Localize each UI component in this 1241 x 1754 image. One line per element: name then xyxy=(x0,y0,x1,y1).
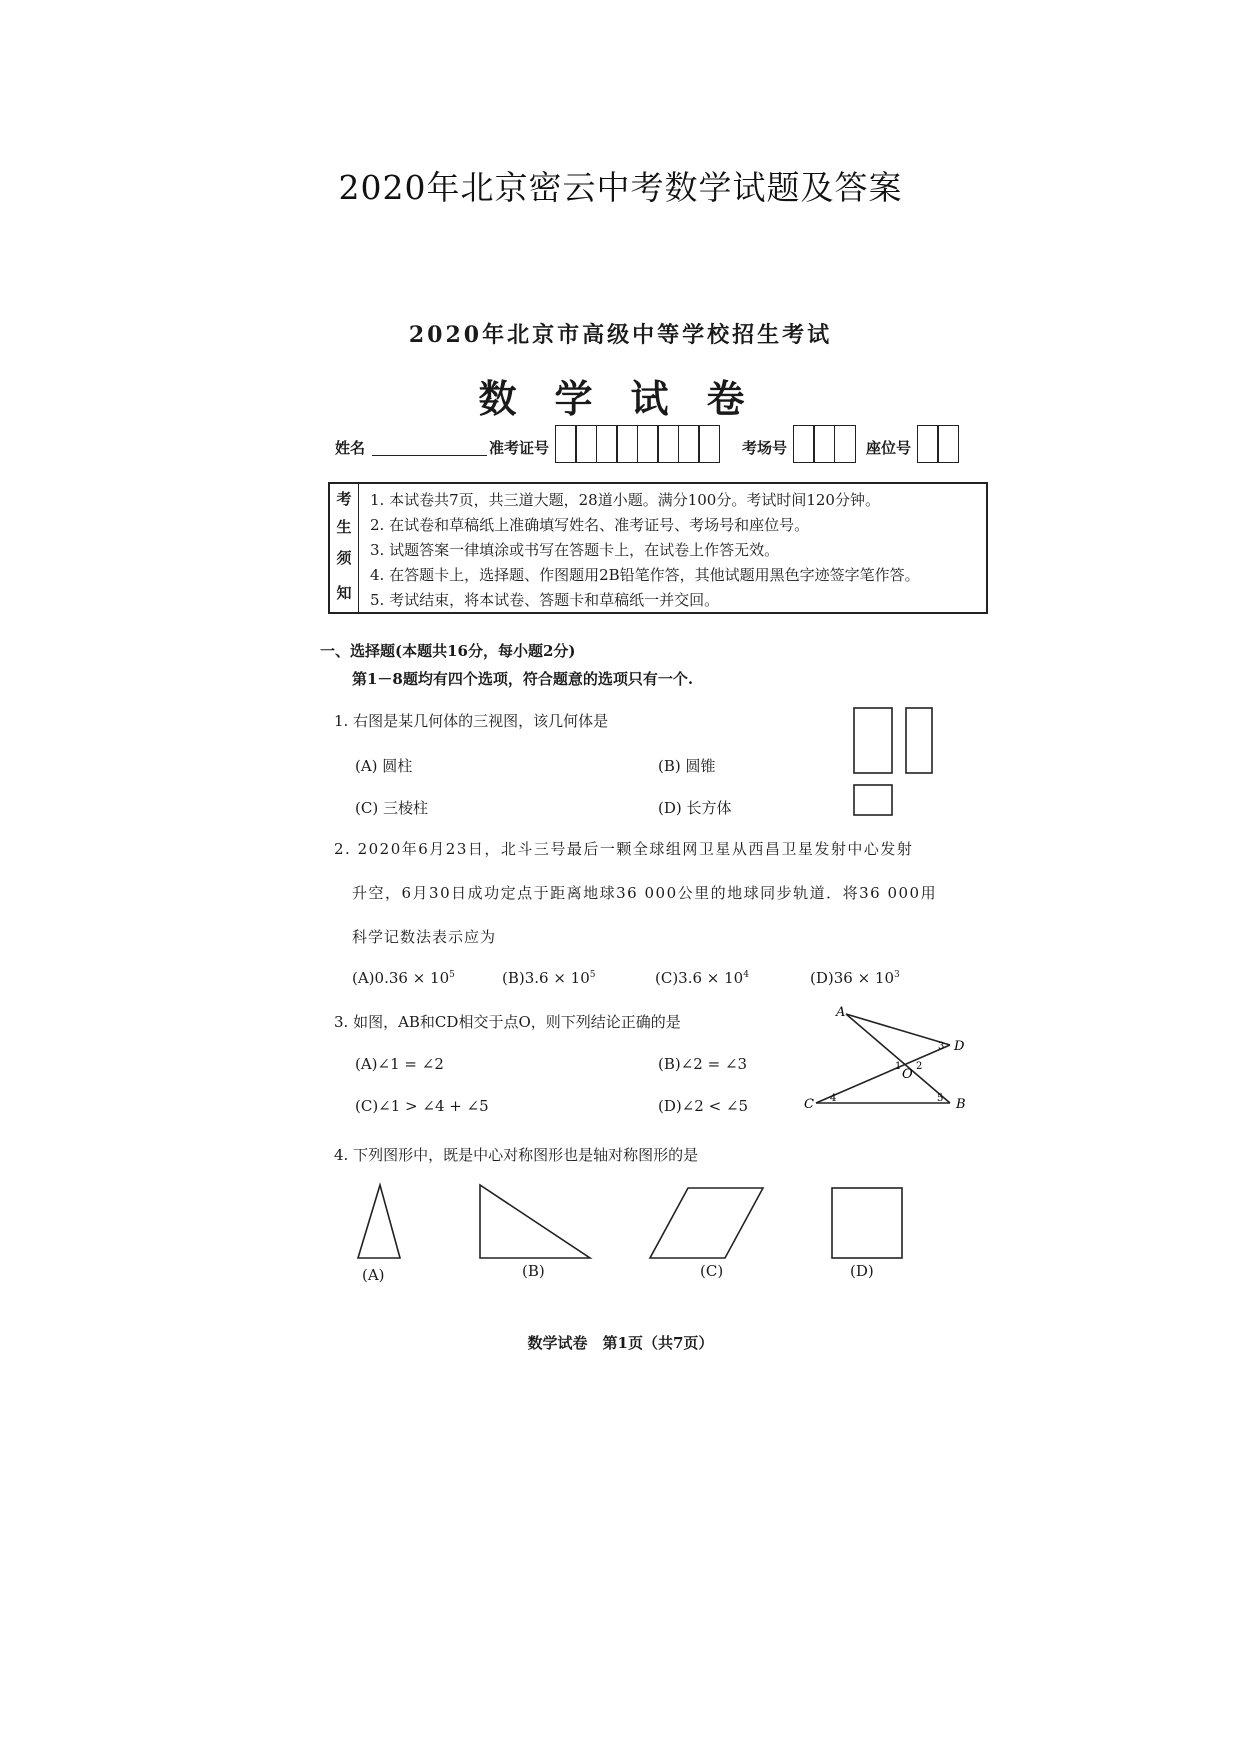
shape-a-isosceles-triangle xyxy=(358,1185,400,1258)
q3-option-b: (B)∠2 = ∠3 xyxy=(658,1055,748,1073)
candidate-notice-box xyxy=(328,482,988,614)
q1-option-d: (D) 长方体 xyxy=(658,799,732,817)
shape-b-right-triangle xyxy=(480,1185,590,1258)
q3-option-c: (C)∠1 > ∠4 + ∠5 xyxy=(355,1097,489,1115)
point-b-label: B xyxy=(956,1097,966,1112)
question-2-line-3: 科学记数法表示应为 xyxy=(352,928,497,946)
q4-shapes xyxy=(340,1180,960,1270)
q2-option-c: $(C)3.6 \times 10^4$ xyxy=(655,969,749,987)
angle-2-label: 2 xyxy=(916,1061,923,1072)
point-d-label: D xyxy=(954,1039,965,1054)
q1-option-a: (A) 圆柱 xyxy=(355,757,413,775)
q4-caption-d: (D) xyxy=(850,1262,874,1280)
notice-char: 知 xyxy=(336,584,352,602)
q1-option-b: (B) 圆锥 xyxy=(658,757,716,775)
q4-caption-a: (A) xyxy=(362,1266,385,1284)
notice-item: 5. 考试结束，将本试卷、答题卡和草稿纸一并交回。 xyxy=(370,591,720,609)
notice-char: 生 xyxy=(336,518,352,536)
question-3-stem: 3. 如图，AB和CD相交于点O，则下列结论正确的是 xyxy=(334,1013,681,1031)
seat-label: 座位号 xyxy=(866,439,912,457)
room-label: 考场号 xyxy=(742,439,788,457)
name-label: 姓名 xyxy=(335,439,366,457)
three-view-figure xyxy=(850,705,950,820)
page-footer: 数学试卷 第1页（共7页） xyxy=(527,1334,714,1352)
notice-item: 1. 本试卷共7页，共三道大题，28道小题。满分100分。考试时间120分钟。 xyxy=(370,491,880,509)
point-o-label: O xyxy=(902,1067,913,1082)
q4-caption-c: (C) xyxy=(700,1262,724,1280)
shape-d-square xyxy=(832,1188,902,1258)
section-instruction: 第1－8题均有四个选项，符合题意的选项只有一个. xyxy=(352,670,694,688)
notice-list xyxy=(370,488,920,613)
angle-5-label: 5 xyxy=(937,1093,944,1104)
admission-label: 准考证号 xyxy=(489,439,550,457)
q1-option-c: (C) 三棱柱 xyxy=(355,799,428,817)
q3-option-d: (D)∠2 < ∠5 xyxy=(658,1097,749,1115)
room-number-boxes xyxy=(794,425,856,463)
point-a-label: A xyxy=(836,1005,846,1020)
shape-c-parallelogram xyxy=(650,1188,763,1258)
notice-side-label xyxy=(330,484,359,612)
notice-item: 3. 试题答案一律填涂或书写在答题卡上，在试卷上作答无效。 xyxy=(370,541,780,559)
q4-caption-b: (B) xyxy=(522,1262,545,1280)
intersecting-lines-figure xyxy=(800,1000,980,1115)
exam-heading: 2020年北京市高级中等学校招生考试 xyxy=(408,322,833,348)
name-blank xyxy=(372,437,487,456)
document-title: 2020年北京密云中考数学试题及答案 xyxy=(338,168,903,207)
notice-char: 考 xyxy=(336,490,352,508)
notice-char: 须 xyxy=(336,549,352,567)
notice-item: 4. 在答题卡上，选择题、作图题用2B铅笔作答，其他试题用黑色字迹签字笔作答。 xyxy=(370,566,920,584)
question-1-stem: 1. 右图是某几何体的三视图，该几何体是 xyxy=(334,712,609,730)
angle-1-label: 1 xyxy=(895,1061,902,1072)
q2-option-a: $(A)0.36 \times 10^5$ xyxy=(352,969,455,987)
question-2-line-2: 升空，6月30日成功定点于距离地球36 000公里的地球同步轨道．将36 000用 xyxy=(352,884,938,902)
q2-option-d: $(D)36 \times 10^3$ xyxy=(810,969,900,987)
angle-3-label: 3 xyxy=(938,1041,945,1052)
point-c-label: C xyxy=(804,1097,814,1112)
q3-option-a: (A)∠1 = ∠2 xyxy=(355,1055,444,1073)
seat-number-boxes xyxy=(918,425,959,463)
section-title: 一、选择题(本题共16分，每小题2分) xyxy=(320,642,576,660)
question-4-stem: 4. 下列图形中，既是中心对称图形也是轴对称图形的是 xyxy=(334,1146,699,1164)
question-2-line-1: 2. 2020年6月23日，北斗三号最后一颗全球组网卫星从西昌卫星发射中心发射 xyxy=(334,840,914,858)
exam-subject: 数学试卷 xyxy=(478,376,783,421)
admission-number-boxes xyxy=(556,425,720,463)
angle-4-label: 4 xyxy=(830,1093,837,1104)
notice-item: 2. 在试卷和草稿纸上准确填写姓名、准考证号、考场号和座位号。 xyxy=(370,516,810,534)
q2-option-b: $(B)3.6 \times 10^5$ xyxy=(502,969,596,987)
